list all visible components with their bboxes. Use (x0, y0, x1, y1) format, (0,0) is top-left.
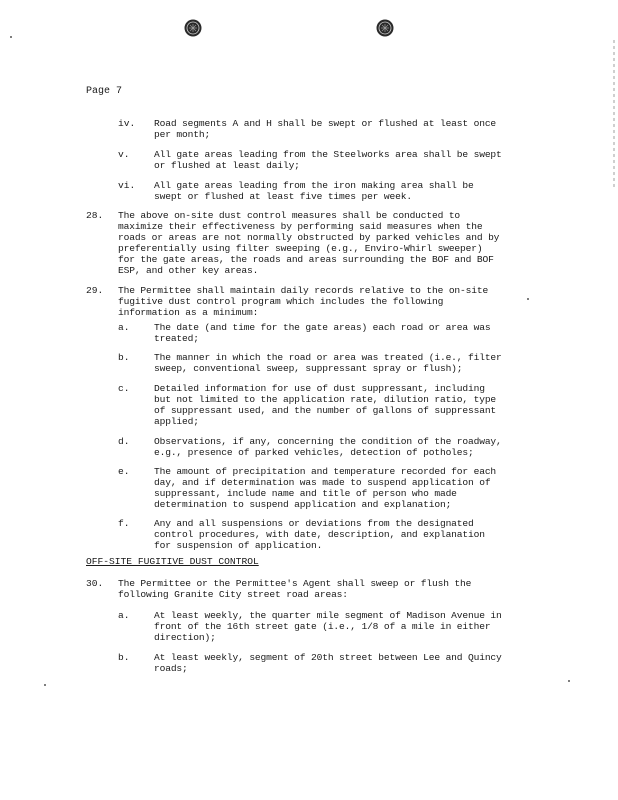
seal-icon (183, 18, 203, 38)
list-item-text: roads; (154, 663, 188, 674)
list-item-text: Any and all suspensions or deviations from the designated (154, 518, 474, 529)
list-item-number: b. (118, 352, 130, 363)
list-item-number: a. (118, 322, 130, 333)
list-item-text: swept or flushed at least five times per week. (154, 191, 412, 202)
paragraph-line: for the gate areas, the roads and areas surrounding the BOF and BOF (118, 254, 494, 265)
list-item-text: Detailed information for use of dust suppressant, including (154, 383, 485, 394)
list-item-text: All gate areas leading from the Steelworks area shall be swept (154, 149, 502, 160)
page-number: Page 7 (86, 86, 123, 97)
list-item-text: for suspension of application. (154, 540, 323, 551)
list-item-text: per month; (154, 129, 211, 140)
list-item-number: v. (118, 149, 130, 160)
paragraph-line: preferentially using filter sweeping (e.g., Enviro-Whirl sweeper) (118, 243, 483, 254)
list-item-number: vi. (118, 180, 136, 191)
list-item-text: Road segments A and H shall be swept or flushed at least once (154, 118, 497, 129)
paragraph-number: 29. (86, 285, 104, 296)
list-item-text: front of the 16th street gate (i.e., 1/8 of a mile in either (154, 621, 491, 632)
scan-edge-marks (608, 40, 616, 190)
paragraph-line: information as a minimum: (118, 307, 259, 318)
paragraph-line: roads or areas are not normally obstructed by parked vehicles and by (118, 232, 500, 243)
list-item-number: a. (118, 610, 130, 621)
list-item-text: The amount of precipitation and temperature recorded for each (154, 466, 497, 477)
list-item-text: suppressant, include name and title of person who made (154, 488, 457, 499)
paragraph-line: maximize their effectiveness by performing said measures when the (118, 221, 483, 232)
list-item-text: All gate areas leading from the iron making area shall be (154, 180, 474, 191)
paragraph-number: 30. (86, 578, 104, 589)
list-item-text: day, and if determination was made to suspend application of (154, 477, 491, 488)
paragraph-line: The above on-site dust control measures shall be conducted to (118, 210, 461, 221)
paragraph-number: 28. (86, 210, 104, 221)
list-item-text: direction); (154, 632, 216, 643)
list-item-text: sweep, conventional sweep, suppressant spray or flush); (154, 363, 463, 374)
list-item-text: The date (and time for the gate areas) each road or area was (154, 322, 491, 333)
paragraph-line: following Granite City street road areas: (118, 589, 348, 600)
list-item-number: b. (118, 652, 130, 663)
list-item-text: At least weekly, the quarter mile segment of Madison Avenue in (154, 610, 502, 621)
list-item-text: Observations, if any, concerning the condition of the roadway, (154, 436, 502, 447)
list-item-text: determination to suspend application and explanation; (154, 499, 452, 510)
list-item-text: or flushed at least daily; (154, 160, 300, 171)
list-item-text: control procedures, with date, description, and explanation (154, 529, 485, 540)
list-item-text: but not limited to the application rate, dilution ratio, type (154, 394, 497, 405)
paragraph-line: The Permittee shall maintain daily records relative to the on-site (118, 285, 489, 296)
list-item-text: applied; (154, 416, 199, 427)
list-item-text: The manner in which the road or area was treated (i.e., filter (154, 352, 502, 363)
scan-speck (527, 298, 529, 300)
list-item-number: d. (118, 436, 130, 447)
list-item-text: treated; (154, 333, 199, 344)
list-item-number: c. (118, 383, 130, 394)
section-heading: OFF-SITE FUGITIVE DUST CONTROL (86, 556, 259, 567)
list-item-text: of suppressant used, and the number of gallons of suppressant (154, 405, 497, 416)
paragraph-line: ESP, and other key areas. (118, 265, 259, 276)
list-item-number: iv. (118, 118, 136, 129)
scan-speck (44, 684, 46, 686)
scan-speck (10, 36, 12, 38)
list-item-number: f. (118, 518, 130, 529)
scan-speck (568, 680, 570, 682)
paragraph-line: The Permittee or the Permittee's Agent shall sweep or flush the (118, 578, 472, 589)
list-item-text: At least weekly, segment of 20th street between Lee and Quincy (154, 652, 502, 663)
paragraph-line: fugitive dust control program which includes the following (118, 296, 444, 307)
list-item-text: e.g., presence of parked vehicles, detection of potholes; (154, 447, 474, 458)
seal-icon (375, 18, 395, 38)
list-item-number: e. (118, 466, 130, 477)
